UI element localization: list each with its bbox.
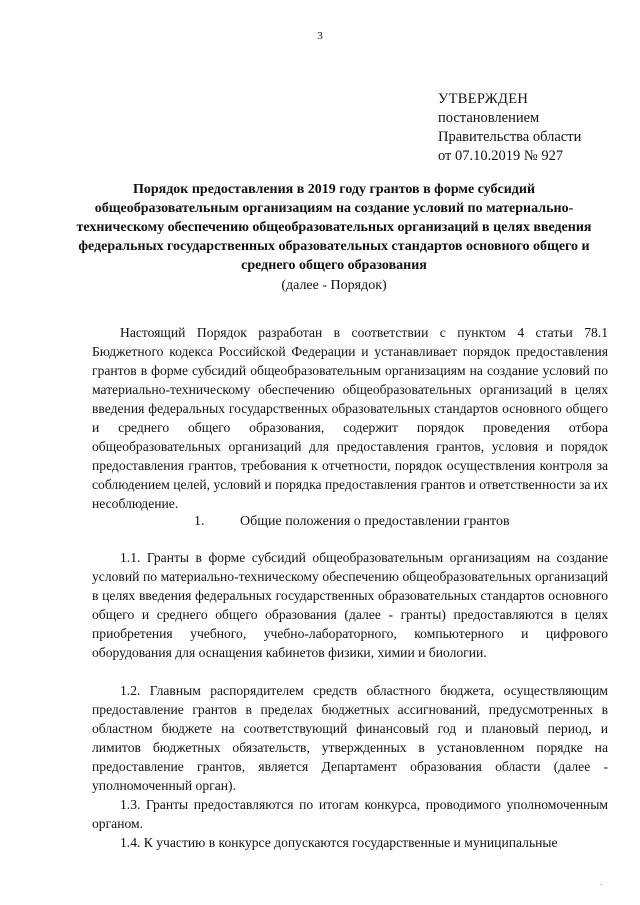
document-title: Порядок предоставления в 2019 году грантов в форме субсидий общеобразовательным организациям на создание условий по материально-техническому обеспечению общеобразовательных организаций в целях введения федеральных государственных образовательных стандартов основного общего и среднего общего образования	[76, 182, 592, 273]
paragraph-1-4: 1.4. К участию в конкурсе допускаются государственные и муниципальные	[120, 835, 558, 850]
corner-mark: .	[600, 878, 602, 887]
approval-line-1: постановлением	[438, 110, 540, 126]
approval-line-2: Правительства области	[438, 129, 582, 145]
section-title: Общие положения о предоставлении грантов	[240, 514, 510, 529]
approval-stamp	[438, 90, 628, 166]
intro-paragraph: Настоящий Порядок разработан в соответствии с пунктом 4 статьи 78.1 Бюджетного кодекса Российской Федерации и устанавливает порядок предоставления грантов в форме субсидий общеобразовательным организациям на создание условий по материально-техническому обеспечению общеобразовательных организаций в целях введения федеральных государственных образовательных стандартов основного общего и среднего общего образования, содержит порядок проведения отбора общеобразовательных организаций для предоставления грантов, условия и порядок предоставления грантов, требования к отчетности, порядок осуществления контроля за соблюдением целей, условий и порядка предоставления грантов и ответственности за их несоблюдение.	[92, 325, 608, 511]
approval-heading: УТВЕРЖДЕН	[438, 91, 529, 107]
page-number: 3	[317, 30, 323, 42]
section-number: 1.	[194, 514, 205, 529]
document-subtitle: (далее - Порядок)	[281, 278, 387, 293]
paragraph-1-3: 1.3. Гранты предоставляются по итогам конкурса, проводимого уполномоченным органом.	[92, 797, 608, 831]
approval-line-3: от 07.10.2019 № 927	[438, 148, 564, 164]
paragraph-1-1: 1.1. Гранты в форме субсидий общеобразовательным организациям на создание условий по материально-техническому обеспечению общеобразовательных организаций в целях введения федеральных государственных образовательных стандартов основного общего и среднего общего образования (далее - гранты) предоставляются в целях приобретения учебного, учебно-лабораторного, компьютерного и цифрового оборудования для оснащения кабинетов физики, химии и биологии.	[92, 550, 608, 660]
paragraph-1-2: 1.2. Главным распорядителем средств областного бюджета, осуществляющим предоставление грантов в пределах бюджетных ассигнований, предусмотренных в областном бюджете на соответствующий финансовый год и плановый период, и лимитов бюджетных обязательств, утвержденных в установленном порядке на предоставление грантов, является Департамент образования области (далее - уполномоченный орган).	[92, 683, 608, 793]
